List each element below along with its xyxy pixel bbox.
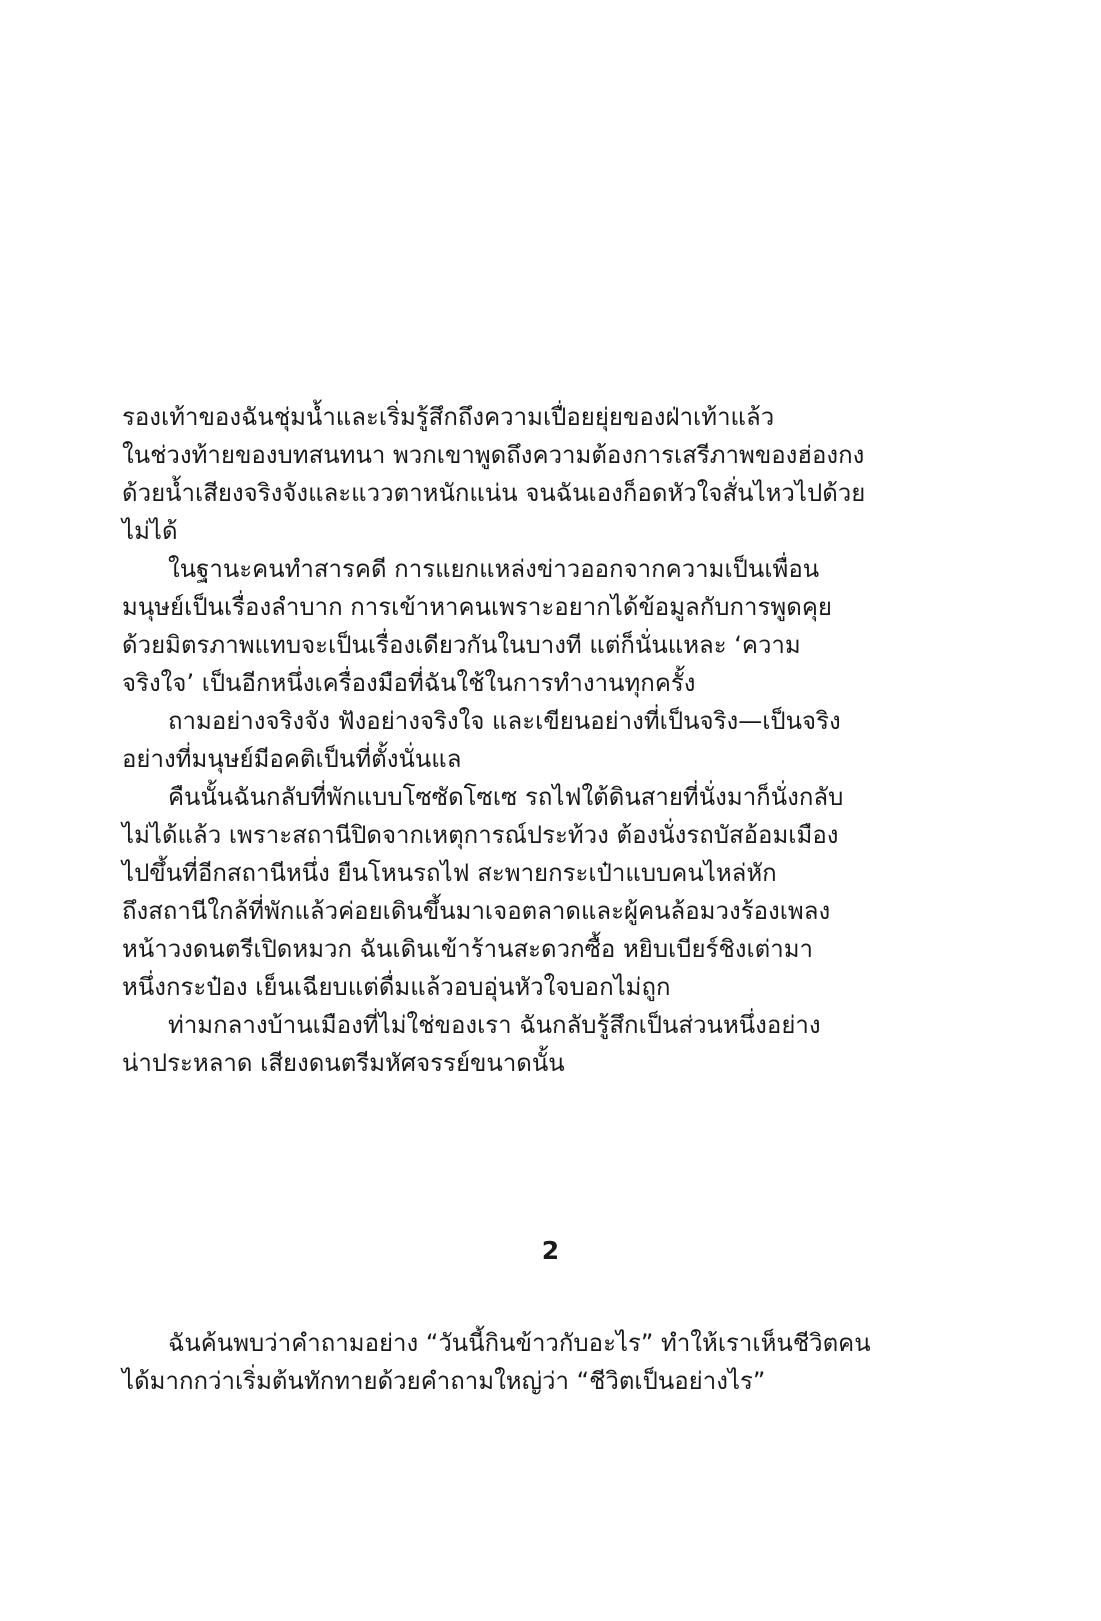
paragraph bbox=[122, 398, 898, 550]
text-line: หน้าวงดนตรีเปิดหมวก ฉันเดินเข้าร้านสะดวกซื้อ หยิบเบียร์ชิงเต่ามา bbox=[122, 935, 814, 963]
text-line: มนุษย์เป็นเรื่องลำบาก การเข้าหาคนเพราะอยากได้ข้อมูลกับการพูดคุย bbox=[122, 593, 832, 621]
paragraph bbox=[122, 1006, 898, 1082]
paragraph bbox=[122, 550, 898, 702]
text-line: น่าประหลาด เสียงดนตรีมหัศจรรย์ขนาดนั้น bbox=[122, 1049, 565, 1077]
text-line: ในช่วงท้ายของบทสนทนา พวกเขาพูดถึงความต้องการเสรีภาพของฮ่องกง bbox=[122, 441, 865, 469]
text-line: ไปขึ้นที่อีกสถานีหนึ่ง ยืนโหนรถไฟ สะพายกระเป๋าแบบคนไหล่หัก bbox=[122, 859, 777, 887]
section-number: 2 bbox=[541, 1236, 560, 1265]
text-line: ได้มากกว่าเริ่มต้นทักทายด้วยคำถามใหญ่ว่า “ชีวิตเป็นอย่างไร” bbox=[122, 1367, 766, 1395]
text-line: ฉันค้นพบว่าคำถามอย่าง “วันนี้กินข้าวกับอะไร” ทำให้เราเห็นชีวิตคน bbox=[168, 1329, 871, 1357]
text-line: รองเท้าของฉันชุ่มน้ำและเริ่มรู้สึกถึงความเปื่อยยุ่ยของฝ่าเท้าแล้ว bbox=[122, 403, 775, 431]
text-line: ในฐานะคนทำสารคดี การแยกแหล่งข่าวออกจากความเป็นเพื่อน bbox=[168, 555, 820, 583]
text-line: ถึงสถานีใกล้ที่พักแล้วค่อยเดินขึ้นมาเจอตลาดและผู้คนล้อมวงร้องเพลง bbox=[122, 897, 831, 925]
text-line: อย่างที่มนุษย์มีอคติเป็นที่ตั้งนั่นแล bbox=[122, 745, 462, 773]
text-line: หนึ่งกระป๋อง เย็นเฉียบแต่ดื่มแล้วอบอุ่นหัวใจบอกไม่ถูก bbox=[122, 973, 671, 1001]
text-line: ด้วยน้ำเสียงจริงจังและแววตาหนักแน่น จนฉันเองก็อดหัวใจสั่นไหวไปด้วย bbox=[122, 479, 866, 507]
text-line: จริงใจ’ เป็นอีกหนึ่งเครื่องมือที่ฉันใช้ในการทำงานทุกครั้ง bbox=[122, 669, 696, 697]
paragraph bbox=[122, 1324, 898, 1400]
paragraph bbox=[122, 702, 898, 778]
body-text bbox=[122, 398, 898, 1082]
text-line: ถามอย่างจริงจัง ฟังอย่างจริงใจ และเขียนอย่างที่เป็นจริง—เป็นจริง bbox=[168, 707, 841, 735]
paragraph bbox=[122, 778, 898, 1006]
text-line: ท่ามกลางบ้านเมืองที่ไม่ใช่ของเรา ฉันกลับรู้สึกเป็นส่วนหนึ่งอย่าง bbox=[168, 1011, 821, 1039]
section-text bbox=[122, 1324, 898, 1400]
text-line: ด้วยมิตรภาพแทบจะเป็นเรื่องเดียวกันในบางที แต่ก็นั่นแหละ ‘ความ bbox=[122, 631, 801, 659]
text-line: คืนนั้นฉันกลับที่พักแบบโซซัดโซเซ รถไฟใต้ดินสายที่นั่งมาก็นั่งกลับ bbox=[168, 783, 844, 811]
text-line: ไม่ได้แล้ว เพราะสถานีปิดจากเหตุการณ์ประท้วง ต้องนั่งรถบัสอ้อมเมือง bbox=[122, 821, 839, 849]
text-line: ไม่ได้ bbox=[122, 517, 178, 545]
